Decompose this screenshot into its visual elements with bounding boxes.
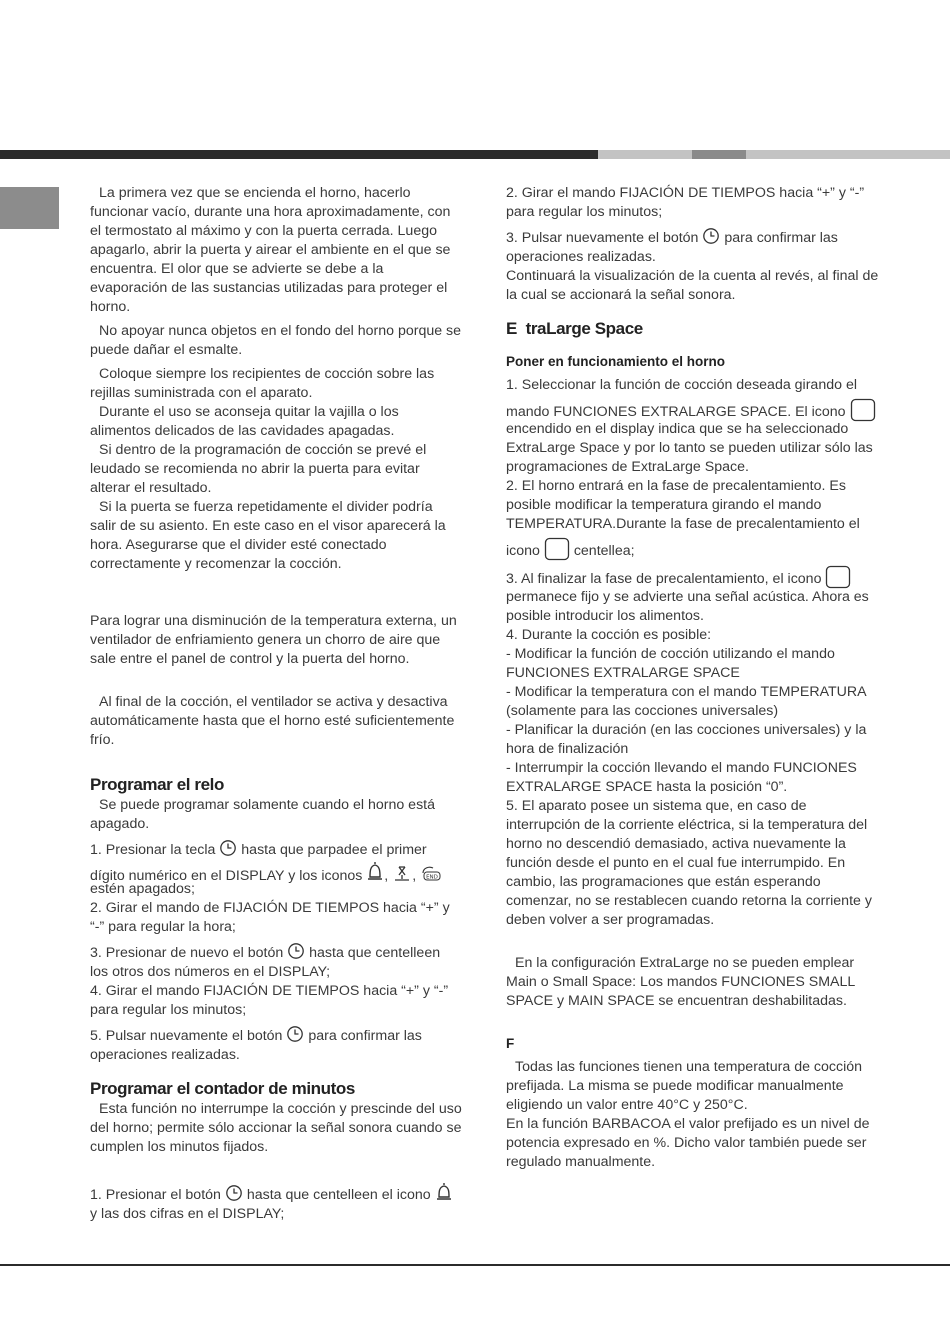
timer-section-heading: Programar el contador de minutos [90, 1079, 355, 1098]
bell-icon [435, 1181, 453, 1203]
clock-icon [287, 942, 305, 960]
timer-step-3 [506, 227, 882, 267]
extralarge-space-icon [544, 537, 570, 561]
xl-step-2-text-c: centellea; [573, 543, 635, 559]
xl-step-4-option-d: - Interrumpir la cocción llevando el mando FUNCIONES EXTRALARGE SPACE hasta la posición “0”. [506, 760, 857, 795]
clock-step-3 [90, 942, 462, 982]
functions-paragraph-2: En la función BARBACOA el valor prefijado es un nivel de potencia expresado en %. Dicho valor también puede ser regulado manualmente. [506, 1116, 870, 1170]
start-oven-subheading: Poner en funcionamiento el horno [506, 354, 726, 369]
clock-section-heading: Programar el relo [90, 775, 224, 794]
xl-configuration-note: En la configuración ExtraLarge no se pueden emplear Main o Small Space: Los mandos FUNCIONES SMALL SPACE y MAIN SPACE se encuentran deshabilitadas. [506, 955, 855, 1009]
header-bar-light-segment [598, 150, 692, 159]
header-bar-dark-segment [0, 150, 598, 159]
clock-icon [225, 1184, 243, 1202]
xl-step-5: 5. El aparato posee un sistema que, en caso de interrupción de la corriente eléctrica, si la temperatura del horno no descendió demasiado, activa nuevamente la función desde el punto en el cual fue interrumpido. En cambio, las programaciones que están esperando comenzar, no se restablecen cuando retorna la corriente y deben volver a ser programadas. [506, 798, 872, 928]
timer-step-3-text-a: 3. Pulsar nuevamente el botón [506, 230, 699, 246]
clock-step-3-text-a: 3. Presionar de nuevo el botón [90, 945, 284, 961]
clock-icon [219, 839, 237, 857]
timer-step-1 [90, 1181, 462, 1205]
cooking-duration-icon [392, 865, 412, 883]
xl-step-4-option-a: - Modificar la función de cocción utilizando el mando FUNCIONES EXTRALARGE SPACE [506, 646, 835, 681]
timer-step-1-text-b: hasta que centelleen el icono [246, 1187, 431, 1203]
footer-rule [0, 1264, 950, 1266]
clock-intro: Se puede programar solamente cuando el horno está apagado. [90, 797, 435, 832]
xl-step-3-text-a: 3. Al finalizar la fase de precalentamiento, el icono [506, 571, 822, 587]
svg-text:END: END [426, 874, 438, 881]
xl-step-2-line-icon [506, 536, 882, 566]
clock-step-4: 4. Girar el mando FIJACIÓN DE TIEMPOS hacia “+” y “-” para regular los minutos; [90, 983, 449, 1018]
extralarge-section-heading: E traLarge Space [506, 319, 643, 338]
right-column [506, 184, 882, 1172]
timer-step-1-line-2: y las dos cifras en el DISPLAY; [90, 1206, 285, 1222]
timer-step-2: 2. Girar el mando FIJACIÓN DE TIEMPOS hacia “+” y “-” para regular los minutos; [506, 185, 865, 220]
timer-step-3-continuation: Continuará la visualización de la cuenta al revés, al final de la cual se accionará la señal sonora. [506, 268, 879, 303]
left-column [90, 184, 462, 1224]
functions-paragraph-1: Todas las funciones tienen una temperatura de cocción prefijada. La misma se puede modificar manualmente eligiendo un valor entre 40°C y 250°C. [506, 1059, 863, 1113]
clock-step-1-text-a: 1. Presionar la tecla [90, 842, 216, 858]
clock-icon [286, 1025, 304, 1043]
xl-step-4-option-b: - Modificar la temperatura con el mando TEMPERATURA (solamente para las cocciones universales) [506, 684, 866, 719]
xl-step-2: 2. El horno entrará en la fase de precalentamiento. Es posible modificar la temperatura girando el mando TEMPERATURA.Durante la fase de precalentamiento el [506, 478, 860, 532]
cookware-paragraph: Durante el uso se aconseja quitar la vajilla o los alimentos delicados de las cavidades apagadas. [90, 404, 399, 439]
xl-step-1-text-c: encendido en el display indica que se ha seleccionado ExtraLarge Space y por lo tanto se pueden utilizar sólo las programaciones de ExtraLarge Space. [506, 421, 873, 475]
xl-step-4: 4. Durante la cocción es posible: [506, 627, 712, 643]
clock-step-2: 2. Girar el mando de FIJACIÓN DE TIEMPOS hacia “+” y “-” para regular la hora; [90, 900, 450, 935]
clock-step-1-text-c: dígito numérico en el DISPLAY y los iconos [90, 868, 363, 884]
first-use-paragraph: La primera vez que se encienda el horno, hacerlo funcionar vacío, durante una hora aproximadamente, con el termostato al máximo y con la puerta cerrada. Luego apagarlo, abrir la puerta y airear el ambiente en el que se encuentra. El olor que se advierte se debe a la evaporación de las sustancias utilizadas para proteger el horno. [90, 185, 451, 315]
clock-step-5-text-a: 5. Pulsar nuevamente el botón [90, 1028, 283, 1044]
clock-step-3-text-b: hasta que centelleen los otros dos números en el DISPLAY; [90, 945, 441, 980]
clock-icon [702, 227, 720, 245]
section-tab-marker [0, 187, 59, 229]
xl-step-1-line-1: 1. Seleccionar la función de cocción deseada girando el [506, 377, 857, 393]
oven-floor-paragraph: No apoyar nunca objetos en el fondo del horno porque se puede dañar el esmalte. [90, 323, 462, 358]
clock-step-5 [90, 1025, 462, 1065]
clock-step-1-line-2: dígito numérico en el DISPLAY y los iconos , , END [90, 860, 462, 891]
cooling-fan-paragraph: Para lograr una disminución de la temperatura externa, un ventilador de enfriamiento genera un chorro de aire que sale entre el panel de control y la puerta del horno. [90, 613, 457, 667]
xl-step-4-option-c: - Planificar la duración (en las cocciones universales) y la hora de finalización [506, 722, 867, 757]
timer-intro: Esta función no interrumpe la cocción y prescinde del uso del horno; permite sólo accionar la señal sonora cuando se cumplen los minutos fijados. [90, 1101, 462, 1155]
clock-step-5-text-b: para confirmar las operaciones realizadas. [90, 1028, 422, 1063]
xl-step-1-text-b: mando FUNCIONES EXTRALARGE SPACE. El icono [506, 404, 846, 420]
header-bar-light-segment-2 [746, 150, 950, 159]
clock-step-1 [90, 839, 462, 860]
extralarge-space-icon [825, 565, 851, 589]
leavening-paragraph: Si dentro de la programación de cocción se prevé el leudado se recomienda no abrir la puerta para evitar alterar el resultado. [90, 442, 427, 496]
extralarge-space-icon [850, 398, 876, 422]
header-color-bar [0, 150, 950, 159]
clock-step-1-text-b: hasta que parpadee el primer [241, 842, 427, 858]
fan-end-paragraph: Al final de la cocción, el ventilador se activa y desactiva automáticamente hasta que el horno esté suficientemente frío. [90, 694, 455, 748]
end-time-icon [420, 865, 442, 883]
bell-icon [366, 860, 384, 884]
divider-paragraph: Si la puerta se fuerza repetidamente el divider podría salir de su asiento. En este caso en el visor aparecerá la hora. Asegurarse que el divider esté conectado correctamente y recomenzar la cocción. [90, 499, 446, 572]
timer-step-1-text-a: 1. Presionar el botón [90, 1187, 221, 1203]
clock-step-1-line-3: estén apagados; [90, 881, 195, 897]
xl-step-3-text-b: permanece fijo y se advierte una señal acústica. Ahora es posible introducir los alimentos. [506, 589, 869, 624]
racks-paragraph: Coloque siempre los recipientes de cocción sobre las rejillas suministrada con el aparato. [90, 366, 435, 401]
xl-step-2-text-b: icono [506, 543, 540, 559]
functions-heading: F [506, 1036, 515, 1051]
header-bar-mid-segment [692, 150, 746, 159]
timer-step-3-text-b: para confirmar las operaciones realizadas. [506, 230, 838, 265]
